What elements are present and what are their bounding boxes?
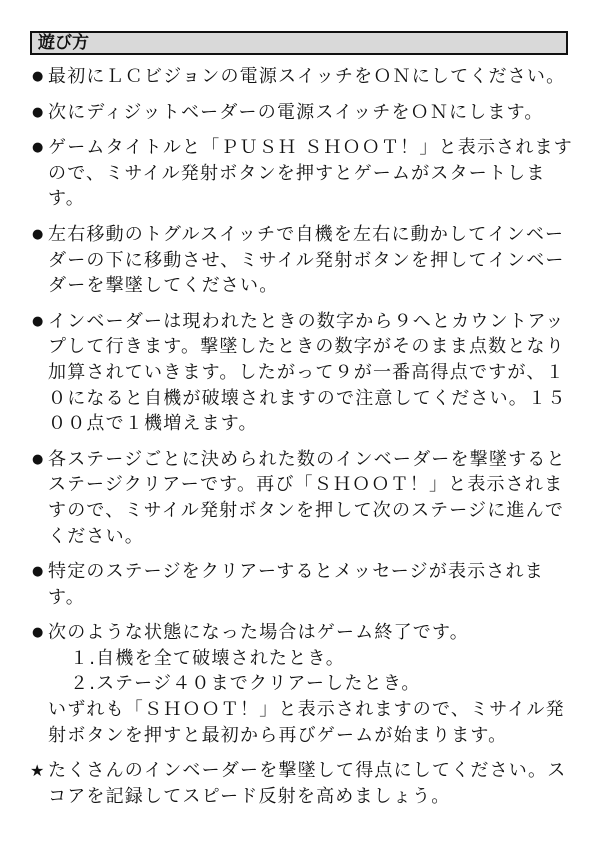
item-text: 最初にＬＣビジョンの電源スイッチをＯＮにしてください。 [48, 66, 566, 87]
item-text: ゲームタイトルと「ＰＵＳＨ ＳＨＯＯＴ！」と表示されますので、ミサイル発射ボタンを押すとゲームがスタートします。 [48, 137, 573, 210]
list-item [32, 309, 578, 437]
bullet-icon: ● [32, 69, 44, 84]
bullet-icon: ● [32, 625, 44, 641]
list-item [32, 64, 578, 90]
item-followup-text: いずれも「ＳＨＯＯＴ！」と表示されますので、ミサイル発射ボタンを押すと最初から再びゲームが始まります。 [48, 699, 565, 746]
list-item [32, 559, 578, 610]
item-content [48, 620, 578, 748]
item-text: 次にディジットベーダーの電源スイッチをＯＮにします。 [48, 101, 544, 123]
list-item [32, 100, 578, 126]
item-text: たくさんのインベーダーを撃墜して得点にしてください。スコアを記録してスピード反射を高めましょう。 [48, 760, 567, 807]
section-title: 遊び方 [30, 31, 568, 55]
bullet-icon: ● [32, 564, 44, 580]
item-text: 次のような状態になった場合はゲーム終了です。 [48, 622, 469, 644]
item-text: 左右移動のトグルスイッチで自機を左右に動かしてインベーダーの下に移動させ、ミサイル発射ボタンを押してインベーダーを撃墜してください。 [48, 223, 565, 297]
item-text: 各ステージごとに決められた数のインベーダーを撃墜するとステージクリアーです。再び「ＳＨＯＯＴ！」と表示されますので、ミサイル発射ボタンを押して次のステージに進んでください。 [48, 448, 566, 547]
list-item [32, 447, 578, 549]
list-item [32, 135, 578, 212]
item-text: インベーダーは現われたときの数字から９へとカウントアップして行きます。撃墜したときの数字がそのまま点数となり加算されていきます。したがって９が一番高得点ですが、１０になると自機が破壊されますので注意してください。１５００点で１機増えます。 [48, 310, 567, 435]
list-item [32, 222, 578, 299]
condition-1: １.自機を全て破壊されたとき。 [70, 647, 346, 669]
bullet-icon: ● [32, 226, 44, 242]
bullet-icon: ● [32, 140, 44, 156]
list-item-game-over [32, 620, 578, 748]
bullet-icon: ● [32, 313, 44, 329]
list-item-tip [32, 758, 578, 809]
condition-2: ２.ステージ４０までクリアーしたとき。 [70, 673, 421, 695]
bullet-icon: ● [32, 451, 44, 467]
star-icon: ★ [30, 761, 45, 781]
item-text: 特定のステージをクリアーするとメッセージが表示されます。 [48, 561, 544, 608]
bullet-icon: ● [32, 104, 44, 120]
instruction-list [32, 64, 578, 819]
